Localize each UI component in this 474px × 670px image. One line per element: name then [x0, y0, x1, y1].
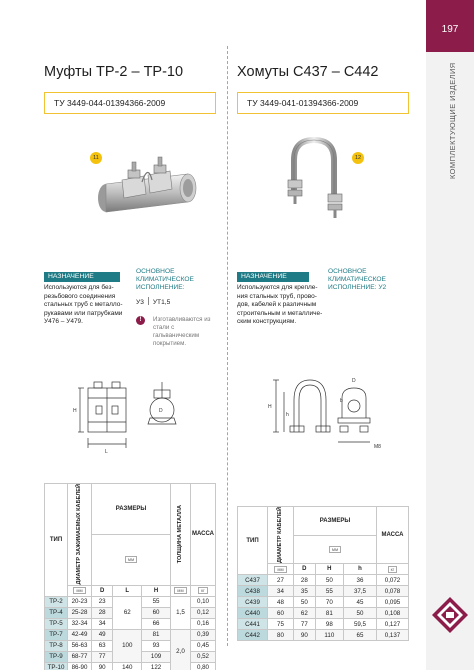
table-row: ТР-8 56-63 63 93 0,45 [45, 640, 216, 651]
diam-unit: мм [268, 564, 294, 575]
col-diam-header: ДИАМЕТР ЗАЖИМАЕМЫХ КАБЕЛЕЙ [68, 484, 92, 586]
drawing-m8-label: M8 [374, 444, 381, 450]
table-row: С441 75 77 98 59,5 0,127 [238, 619, 409, 630]
coupling-drawing [70, 378, 190, 456]
drawing-d-label: D [352, 378, 356, 384]
drawing-small-h-label: h [286, 412, 289, 418]
right-title: Хомуты С437 – С442 [237, 64, 379, 80]
sub-header-l: L [113, 585, 142, 596]
note-icon: ! [136, 316, 145, 325]
left-purpose-heading: НАЗНАЧЕНИЕ [44, 272, 120, 282]
mass-unit: кг [377, 564, 409, 575]
left-title: Муфты ТР-2 – ТР-10 [44, 64, 184, 80]
drawing-l-label: L [105, 449, 108, 455]
table-row: С438 34 35 55 37,5 0,078 [238, 586, 409, 597]
left-climate-values [136, 297, 170, 306]
table-row: С437 27 28 50 36 0,072 [238, 575, 409, 586]
sub-header-H: H [315, 564, 343, 575]
clamp-table [237, 506, 409, 641]
col-sizes-header: РАЗМЕРЫ [92, 484, 171, 535]
clamp-drawing [266, 370, 396, 460]
drawing-h-label: H [73, 408, 77, 414]
left-purpose-text: Используются для без-резьбового соединения стальных труб с металло-рукавами или патрубками У476 – У479. [44, 284, 123, 326]
coupling-table [44, 483, 216, 670]
col-diam-header: ДИАМЕТР КАБЕЛЕЙ [268, 507, 294, 564]
col-mass-header: МАССА [377, 507, 409, 564]
company-logo [431, 596, 469, 634]
table-row: ТР-2 20-23 23 62 55 1,5 0,10 [45, 596, 216, 607]
sub-header-d: D [92, 585, 113, 596]
sizes-unit: мм [294, 535, 377, 564]
table-row: ТР-7 42-49 49 100 81 2,0 0,39 [45, 629, 216, 640]
sub-header-h: h [343, 564, 376, 575]
col-mass-header: МАССА [190, 484, 215, 586]
clamp-image [276, 132, 356, 228]
left-note-text: Изготавливаются из стали с гальваническим покрытием. [153, 316, 211, 347]
climate-value: УТ1,5 [152, 299, 171, 306]
page-number: 197 [426, 0, 474, 52]
section-title: КОМПЛЕКТУЮЩИЕ ИЗДЕЛИЯ [448, 62, 457, 179]
sub-header-h: H [142, 585, 171, 596]
table-row: С440 60 62 81 50 0,108 [238, 608, 409, 619]
table-row: ТР-4 25-28 28 60 0,12 [45, 607, 216, 618]
table-row: С442 80 90 110 65 0,137 [238, 630, 409, 641]
drawing-b-label: b [340, 398, 343, 404]
drawing-d-label: D [159, 408, 163, 414]
col-type-header: ТИП [45, 484, 68, 597]
col-sizes-header: РАЗМЕРЫ [294, 507, 377, 536]
table-row: ТР-9 68-77 77 109 0,52 [45, 651, 216, 662]
mass-unit: кг [190, 585, 215, 596]
col-thick-header: ТОЛЩИНА МЕТАЛЛА [170, 484, 190, 586]
left-number-badge: 11 [90, 152, 102, 164]
sub-header-d: D [294, 564, 316, 575]
table-row: ТР-5 32-34 34 66 0,16 [45, 618, 216, 629]
right-number-badge: 12 [352, 152, 364, 164]
diam-unit: мм [68, 585, 92, 596]
drawing-h-label: H [268, 404, 272, 410]
col-type-header: ТИП [238, 507, 268, 575]
table-row: ТР-10 86-90 90 140 122 0,80 [45, 662, 216, 670]
left-tu-box: ТУ 3449-044-01394366-2009 [44, 92, 216, 114]
right-purpose-text: Используются для крепле-ния стальных труб, прово-дов, кабелей к различным строительным и металличе-ским конструкциям. [237, 284, 323, 326]
left-climate-heading: ОСНОВНОЕ КЛИМАТИЧЕСКОЕ ИСПОЛНЕНИЕ: [136, 268, 194, 291]
table-row: С439 48 50 70 45 0,095 [238, 597, 409, 608]
thick-unit: мм [170, 585, 190, 596]
right-purpose-heading: НАЗНАЧЕНИЕ [237, 272, 309, 282]
climate-value: У3 [136, 299, 144, 306]
right-tu-box: ТУ 3449-041-01394366-2009 [237, 92, 409, 114]
sizes-unit: мм [92, 534, 171, 585]
coupling-image [92, 150, 202, 230]
column-divider [227, 46, 228, 646]
right-climate-heading: ОСНОВНОЕ КЛИМАТИЧЕСКОЕ ИСПОЛНЕНИЕ: У2 [328, 268, 387, 291]
